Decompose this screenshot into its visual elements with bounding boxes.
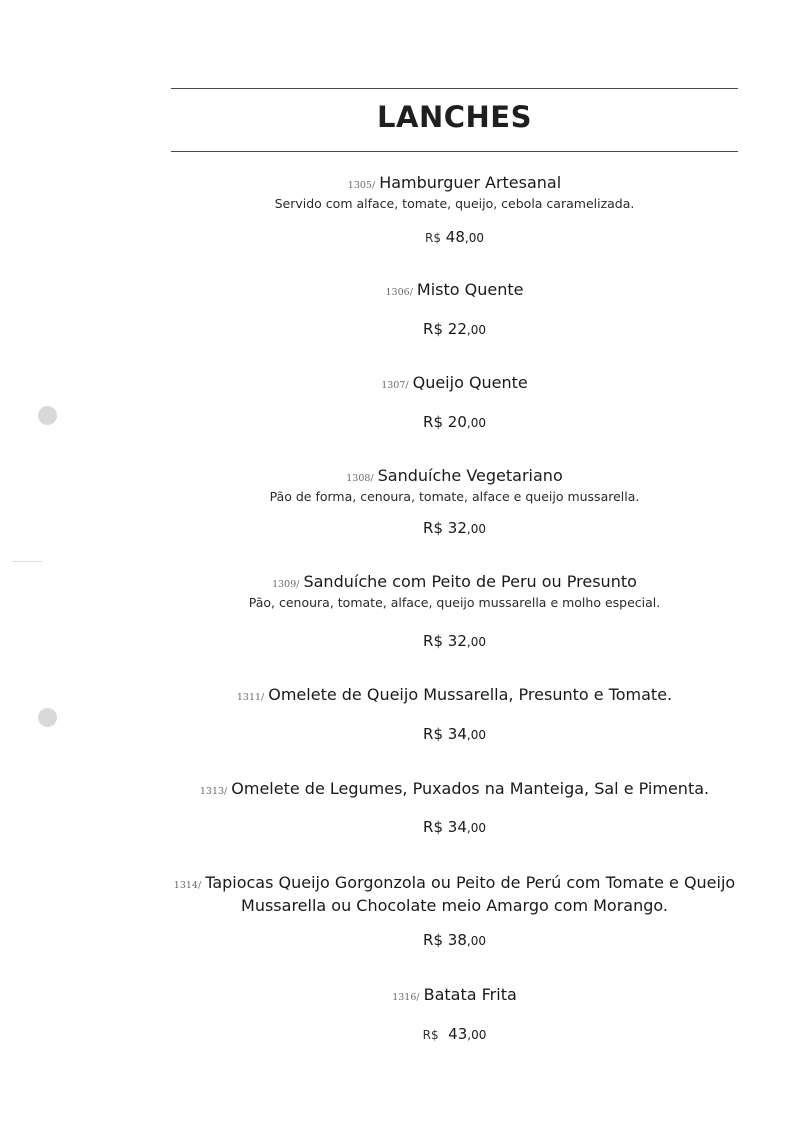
price-integer: 48 [445, 228, 465, 246]
item-name: Batata Frita [423, 985, 517, 1004]
item-code: 1313/ [199, 786, 228, 797]
item-name: Sanduíche Vegetariano [377, 466, 563, 485]
price-currency: R$ [423, 519, 443, 537]
price-cents: ,00 [466, 728, 486, 742]
item-name: Hamburguer Artesanal [379, 173, 562, 192]
item-name: Omelete de Queijo Mussarella, Presunto e Tomate. [268, 685, 673, 704]
item-price [171, 725, 738, 743]
item-code: 1316/ [392, 992, 420, 1003]
item-price [171, 931, 738, 949]
price-cents: ,00 [466, 635, 486, 649]
item-code: 1308/ [346, 473, 374, 484]
binder-hole-top [38, 406, 57, 425]
price-integer: 22 [447, 320, 467, 338]
price-currency: R$ [423, 320, 443, 338]
item-price [171, 413, 738, 431]
item-price [171, 228, 738, 246]
item-code: 1305/ [347, 180, 376, 191]
item-code: 1309/ [272, 579, 300, 590]
item-name: Sanduíche com Peito de Peru ou Presunto [303, 572, 637, 591]
price-currency: R$ [423, 818, 443, 836]
price-integer: 32 [447, 632, 467, 650]
item-price [171, 519, 738, 537]
menu-item [171, 873, 738, 916]
price-integer: 32 [447, 519, 467, 537]
item-description: Pão, cenoura, tomate, alface, queijo mussarella e molho especial. [248, 595, 661, 610]
page-title: LANCHES [377, 100, 532, 134]
item-code: 1314/ [173, 880, 202, 891]
item-code: 1307/ [381, 380, 409, 391]
price-cents: ,00 [466, 821, 486, 835]
menu-item [171, 466, 738, 505]
price-cents: ,00 [466, 522, 486, 536]
item-name: Misto Quente [416, 280, 524, 299]
menu-item [171, 373, 738, 396]
menu-item [171, 280, 738, 303]
price-integer: 20 [447, 413, 467, 431]
price-cents: ,00 [464, 231, 484, 245]
item-price [171, 632, 738, 650]
price-integer: 34 [447, 818, 467, 836]
price-integer: 34 [447, 725, 467, 743]
item-description: Servido com alface, tomate, queijo, cebola caramelizada. [274, 196, 635, 211]
menu-item [171, 985, 738, 1008]
item-name: Queijo Quente [412, 373, 528, 392]
price-currency: R$ [423, 725, 443, 743]
item-name: Tapiocas Queijo Gorgonzola ou Peito de Perú com Tomate e Queijo [205, 873, 736, 892]
price-integer: 38 [447, 931, 467, 949]
menu-item [171, 173, 738, 212]
fold-mark [12, 561, 42, 562]
price-integer: 43 [448, 1025, 468, 1043]
menu-item [171, 572, 738, 611]
price-cents: ,00 [466, 323, 486, 337]
item-name: Omelete de Legumes, Puxados na Manteiga, Sal e Pimenta. [231, 779, 710, 798]
item-code: 1311/ [236, 692, 265, 703]
price-currency: R$ [423, 632, 443, 650]
menu-item [171, 685, 738, 708]
menu-item [171, 779, 738, 802]
title-rule-bottom [171, 151, 738, 152]
price-currency: R$ [423, 413, 443, 431]
item-price [171, 818, 738, 836]
price-cents: ,00 [467, 1028, 487, 1042]
item-name-continued: Mussarella ou Chocolate meio Amargo com Morango. [241, 896, 668, 915]
item-price [171, 320, 738, 338]
item-code: 1306/ [385, 287, 413, 298]
price-currency: R$ [425, 231, 441, 245]
title-rule-top [171, 88, 738, 89]
price-currency: R$ [422, 1028, 439, 1042]
price-currency: R$ [423, 931, 443, 949]
item-price [171, 1025, 738, 1043]
price-cents: ,00 [466, 934, 486, 948]
binder-hole-bottom [38, 708, 57, 727]
price-cents: ,00 [466, 416, 486, 430]
item-description: Pão de forma, cenoura, tomate, alface e queijo mussarella. [269, 489, 640, 504]
